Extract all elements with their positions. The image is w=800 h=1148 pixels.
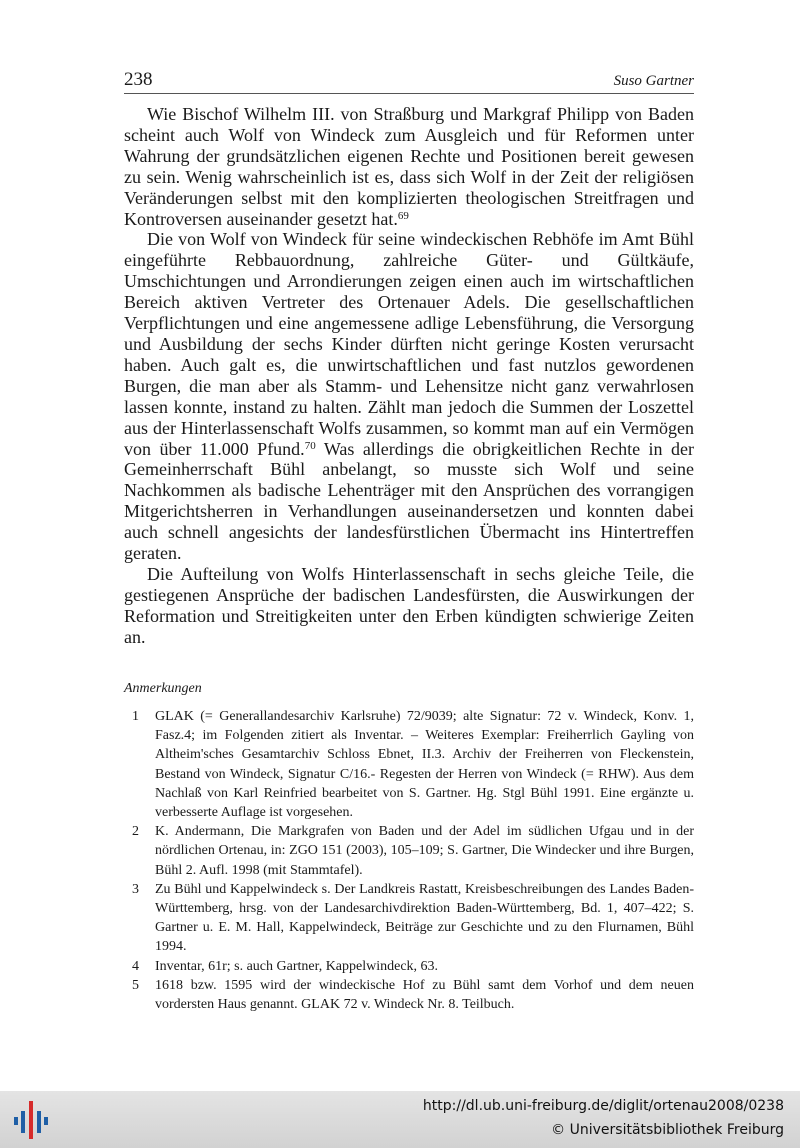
paragraph-3-text: Die Aufteilung von Wolfs Hinterlassenschaft in sechs gleiche Teile, die gestiegenen Ansprüche der badischen Landesfürsten, die Auswirkungen der Reformation und Streitigkeiten unter den Erben kündigten schwierige Zeiten an.: [124, 563, 694, 647]
note-text: 1618 bzw. 1595 wird der windeckische Hof zu Bühl samt dem Vorhof und dem neuen vordersten Haus genannt. GLAK 72 v. Windeck Nr. 8. Teilbuch.: [155, 977, 694, 1013]
note-number: 5: [132, 977, 139, 993]
note-item: [124, 957, 694, 976]
paragraph-3: [124, 564, 694, 648]
note-item: [124, 880, 694, 957]
note-number: 1: [132, 709, 139, 724]
note-text: Zu Bühl und Kappelwindeck s. Der Landkreis Rastatt, Kreisbeschreibungen des Landes Baden-Württemberg, hrsg. von der Landesarchivdirektion Baden-Württemberg, Bd. 1, 407–422; S. Gartner u. E. M. Hall, Kappelwindeck, Beiträge zur Geschichte und zu den Flurnamen, Bühl 1994.: [155, 881, 694, 955]
note-item: [124, 707, 694, 822]
note-number: 2: [132, 824, 139, 840]
viewer-footer: [0, 1091, 800, 1148]
note-text: GLAK (= Generallandesarchiv Karlsruhe) 72/9039; alte Signatur: 72 v. Windeck, Konv. 1, Fasz.4; im Folgenden zitiert als Inventar. – Weiteres Exemplar: Freiherrlich Gayling von Altheim'sches Gesamtarchiv Schloss Ebnet, II.3. Archiv der Freiherren von Fleckenstein, Bestand von Windeck, Signatur C/16.- Regesten der Herren von Windeck (= RHW). Aus dem Nachlaß von Karl Reinfried bearbeitet von S. Gartner. Hg. Stgl Bühl 1991. Eine ergänzte u. verbesserte Auflage ist vorgesehen.: [155, 709, 694, 821]
page-number: 238: [124, 69, 153, 90]
paragraph-2-text-a: Die von Wolf von Windeck für seine windeckischen Rebhöfe im Amt Bühl eingeführte Rebbauordnung, zahlreiche Güter- und Gültkäufe, Umschichtungen und Arrondierungen zeigen einen auch im wirtschaftlichen Bereich aktiven Vertreter des Ortenauer Adels. Die gesellschaftlichen Verpflichtungen und eine angemessene adlige Lebensführung, die Versorgung und Ausbildung der sechs Kinder dürften nicht geringe Kosten verursacht haben. Auch galt es, die unwirtschaftlichen und fast nutzlos gewordenen Burgen, die man aber als Stamm- und Lehensitze nicht ganz verwahrlosen lassen konnte, instand zu halten. Zählt man jedoch die Summen der Loszettel aus der Hinterlassenschaft Wolfs zusammen, so kommt man auf ein Vermögen von über 11.000 Pfund.: [124, 229, 694, 459]
paragraph-1: [124, 104, 694, 229]
notes-heading: Anmerkungen: [124, 681, 202, 696]
note-item: [124, 976, 694, 1014]
note-text: K. Andermann, Die Markgrafen von Baden und der Adel im südlichen Ufgau und in der nördlichen Ortenau, in: ZGO 151 (2003), 105–109; S. Gartner, Die Windecker und ihre Burgen, Bühl 2. Aufl. 1998 (mit Stammtafel).: [155, 824, 694, 878]
note-text: Inventar, 61r; s. auch Gartner, Kappelwindeck, 63.: [155, 958, 439, 974]
note-item: [124, 822, 694, 880]
footnote-ref-70[interactable]: 70: [304, 439, 316, 452]
paragraph-2: [124, 229, 694, 564]
paragraph-1-text: Wie Bischof Wilhelm III. von Straßburg und Markgraf Philipp von Baden scheint auch Wolf von Windeck zum Ausgleich und für Reformen unter Wahrung der grundsätzlichen eigenen Rechte und Positionen bereit gewesen zu sein. Wenig wahrscheinlich ist es, dass sich Wolf in der Zeit der religiösen Veränderungen selbst mit den komplizierten theologischen Streitfragen und Kontroversen auseinander gesetzt hat.: [124, 104, 694, 229]
document-url-link[interactable]: http://dl.ub.uni-freiburg.de/diglit/ortenau2008/0238: [422, 1098, 784, 1114]
copyright-notice: © Universitätsbibliothek Freiburg: [551, 1122, 784, 1138]
note-number: 4: [132, 958, 139, 974]
body-text: [124, 104, 694, 648]
notes-list: [124, 707, 694, 1014]
running-author: Suso Gartner: [613, 73, 694, 89]
footnote-ref-69[interactable]: 69: [397, 209, 409, 222]
running-header: [124, 69, 694, 94]
library-logo-icon: [12, 1097, 50, 1143]
paragraph-2-text-b: Was allerdings die obrigkeitlichen Rechte in der Gemeinherrschaft Bühl anbelangt, so musste sich Wolf und seine Nachkommen als badische Lehenträger mit den Ansprüchen des vorrangigen Mitgerichtsherren in Verhandlungen auseinandersetzen und konnten dabei auch schnell angesichts der landesfürstlichen Übermacht ins Hintertreffen geraten.: [124, 438, 694, 564]
note-number: 3: [132, 881, 139, 897]
